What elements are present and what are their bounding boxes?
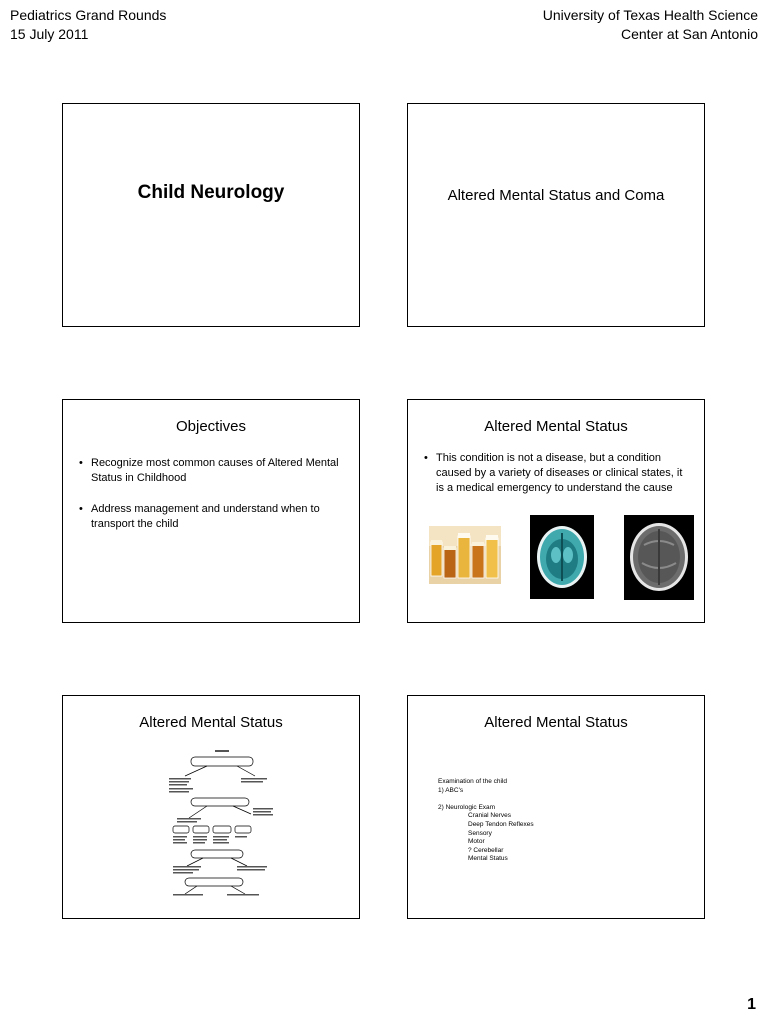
flowchart-node: [185, 878, 243, 886]
slide-3-title: Objectives: [175, 418, 247, 435]
slide-4-title: Altered Mental Status: [484, 418, 628, 435]
header-institution-line1: University of Texas Health Science: [542, 7, 758, 23]
exam-subitem: Motor: [468, 838, 485, 846]
ct-scan-grayscale-image: [624, 515, 694, 600]
slide-6: [407, 695, 705, 919]
slide-3-bullets: [79, 456, 345, 548]
beer-glasses-image: [429, 526, 501, 584]
slide-3-bullet-2: • Address management and understand when to transport the child: [79, 502, 345, 532]
flowchart-node: [193, 826, 209, 833]
flowchart-node: [173, 826, 189, 833]
slide-5: [62, 695, 360, 919]
slide-2: [407, 103, 705, 327]
exam-line: 1) ABC's: [438, 786, 464, 794]
slide-3: [62, 399, 360, 623]
exam-notes: [438, 778, 534, 864]
exam-subitem: Mental Status: [468, 855, 508, 863]
beer-glass: [431, 540, 442, 576]
slide-3-bullet-1: • Recognize most common causes of Altered Mental Status in Childhood: [79, 456, 345, 486]
slide-5-title: Altered Mental Status: [139, 714, 283, 731]
exam-subitem: ? Cerebellar: [468, 846, 504, 854]
exam-subitem: Deep Tendon Reflexes: [468, 820, 534, 828]
slide-1-title: Child Neurology: [137, 182, 285, 203]
page-number: 1: [747, 996, 756, 1013]
header-institution-line2: Center at San Antonio: [621, 26, 758, 42]
slide-4: [407, 399, 705, 623]
exam-subitem: Cranial Nerves: [468, 812, 511, 820]
exam-line: [438, 795, 534, 804]
header-right: [543, 6, 758, 44]
header-date: 15 July 2011: [10, 26, 89, 42]
flowchart-node: [191, 850, 243, 858]
header-course: Pediatrics Grand Rounds: [10, 7, 167, 23]
slide-6-title: Altered Mental Status: [484, 714, 628, 731]
exam-subitem: Sensory: [468, 829, 492, 837]
flowchart-node: [235, 826, 251, 833]
ct-scan-colored-image: [530, 515, 594, 599]
flowchart-node: [213, 826, 231, 833]
flowchart-node: [191, 757, 253, 766]
beer-glass: [486, 535, 498, 578]
flowchart-figure: [167, 748, 277, 898]
slide-1: [62, 103, 360, 327]
beer-glass: [458, 533, 470, 578]
flowchart-node: [191, 798, 249, 806]
beer-glass: [472, 542, 484, 578]
exam-line: 2) Neurologic Exam: [438, 803, 496, 811]
exam-line: Examination of the child: [438, 778, 508, 785]
header-left: [10, 6, 166, 44]
beer-glass: [444, 546, 456, 578]
slide-2-title: Altered Mental Status and Coma: [447, 187, 665, 204]
slide-4-bullets: [424, 451, 690, 496]
slide-4-bullet-1: • This condition is not a disease, but a condition caused by a variety of diseases or clinical states, it is a medical emergency to understand the cause: [424, 451, 690, 496]
